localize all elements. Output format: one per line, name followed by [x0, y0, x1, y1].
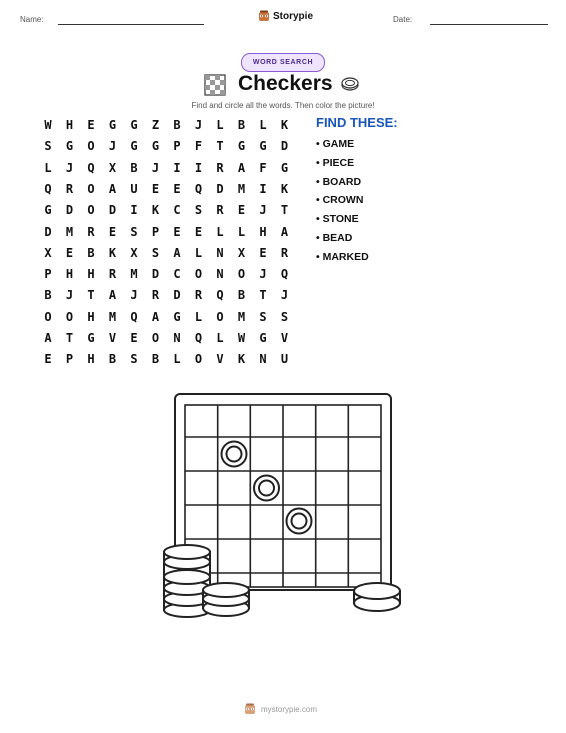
word-list-item-label: MARKED: [322, 250, 369, 263]
grid-letter: G: [259, 331, 267, 345]
grid-letter: S: [44, 139, 52, 154]
grid-letter: W: [237, 331, 246, 345]
grid-letter: I: [259, 181, 267, 196]
grid-letter: F: [259, 160, 267, 175]
grid-letter: U: [280, 352, 289, 367]
grid-letter: B: [151, 352, 160, 367]
grid-letter: G: [151, 139, 160, 154]
grid-letter: J: [65, 160, 74, 175]
grid-letter: A: [173, 245, 181, 260]
checkers-board-illustration: [155, 388, 405, 618]
grid-letter: K: [237, 352, 246, 367]
grid-letter: J: [194, 118, 203, 132]
grid-letter: I: [194, 160, 203, 175]
footer-url: mystorypie.com: [261, 704, 318, 714]
grid-letter: T: [259, 288, 267, 303]
grid-letter: G: [280, 160, 289, 175]
grid-letter: L: [237, 224, 246, 239]
grid-letter: R: [216, 160, 224, 175]
grid-letter: L: [44, 160, 52, 175]
grid-letter: J: [130, 288, 138, 303]
grid-letter: O: [87, 181, 95, 196]
grid-letter: D: [216, 181, 224, 196]
grid-letter: W: [44, 118, 52, 132]
word-list-item: • CROWN: [316, 194, 364, 207]
grid-letter: N: [173, 331, 181, 345]
word-list-item-label: STONE: [322, 213, 359, 226]
grid-letter: K: [280, 181, 289, 196]
grid-letter: L: [216, 331, 224, 345]
grid-letter: G: [87, 331, 95, 345]
grid-letter: A: [44, 331, 52, 345]
grid-letter: T: [87, 288, 95, 303]
grid-letter: J: [65, 288, 74, 303]
grid-letter: B: [108, 352, 117, 367]
grid-letter: Q: [280, 267, 289, 282]
grid-letter: O: [237, 267, 246, 282]
grid-letter: U: [130, 181, 138, 196]
worksheet-title: Checkers: [238, 72, 333, 95]
grid-letter: M: [237, 309, 246, 324]
grid-letter: B: [237, 288, 246, 303]
word-list-item: • BEAD: [316, 232, 353, 244]
grid-letter: J: [280, 288, 289, 303]
grid-letter: T: [216, 139, 224, 154]
grid-letter: G: [259, 139, 267, 154]
grid-letter: B: [237, 118, 246, 132]
grid-letter: H: [65, 118, 74, 132]
grid-letter: Z: [151, 118, 160, 132]
grid-letter: O: [87, 203, 95, 218]
grid-letter: C: [173, 203, 181, 218]
grid-letter: D: [44, 224, 52, 239]
grid-letter: P: [151, 224, 160, 239]
grid-letter: J: [259, 203, 267, 218]
grid-letter: Q: [44, 181, 52, 196]
grid-letter: L: [259, 118, 267, 132]
grid-letter: D: [65, 203, 74, 218]
grid-letter: G: [173, 309, 181, 324]
grid-letter: V: [108, 331, 117, 345]
storypie-mascot-icon: [244, 703, 256, 715]
grid-letter: P: [44, 267, 52, 282]
grid-letter: L: [216, 224, 224, 239]
grid-letter: A: [108, 181, 117, 196]
instructions: Find and circle all the words. Then color the picture!: [191, 101, 375, 110]
grid-letter: F: [194, 139, 203, 154]
grid-letter: H: [65, 267, 74, 282]
word-list-item: • PIECE: [316, 156, 355, 169]
grid-letter: K: [280, 118, 289, 132]
word-list-item-label: BOARD: [322, 175, 362, 188]
grid-letter: Q: [194, 181, 203, 196]
grid-letter: K: [108, 245, 117, 260]
grid-letter: E: [173, 224, 181, 239]
grid-letter: L: [173, 352, 181, 367]
grid-letter: G: [130, 118, 138, 132]
checker-piece-icon: [340, 76, 360, 92]
grid-letter: G: [44, 203, 52, 218]
grid-letter: J: [151, 160, 160, 175]
grid-letter: O: [65, 309, 74, 324]
date-label: Date:: [393, 15, 413, 24]
grid-letter: B: [130, 160, 138, 175]
grid-letter: M: [130, 267, 138, 282]
grid-letter: E: [65, 245, 74, 260]
grid-letter: D: [108, 203, 117, 218]
game-board-icon: [204, 74, 226, 96]
grid-letter: H: [87, 309, 95, 324]
grid-letter: T: [280, 203, 289, 218]
word-list-item-label: CROWN: [322, 194, 364, 207]
grid-letter: Q: [194, 331, 203, 345]
word-list-item: • MARKED: [316, 250, 369, 263]
grid-letter: O: [194, 352, 203, 367]
grid-letter: R: [216, 203, 224, 218]
grid-letter: E: [130, 331, 138, 345]
grid-letter: S: [130, 352, 138, 367]
grid-letter: J: [108, 139, 117, 154]
word-list-item: • STONE: [316, 213, 359, 226]
word-list-item-label: GAME: [322, 138, 355, 150]
grid-letter: P: [173, 139, 181, 154]
grid-letter: X: [237, 245, 246, 260]
grid-letter: M: [108, 309, 117, 324]
word-list-title: FIND THESE:: [316, 115, 398, 130]
grid-letter: N: [216, 267, 224, 282]
grid-letter: E: [151, 181, 160, 196]
grid-letter: I: [130, 203, 138, 218]
word-list-item: • BOARD: [316, 175, 362, 188]
grid-letter: L: [216, 118, 224, 132]
grid-letter: L: [194, 309, 203, 324]
grid-letter: D: [151, 267, 160, 282]
grid-letter: G: [237, 139, 246, 154]
word-search-badge: WORD SEARCH: [241, 53, 325, 72]
checker-single: [354, 583, 400, 611]
grid-letter: M: [65, 224, 74, 239]
grid-letter: K: [151, 203, 160, 218]
grid-letter: V: [216, 352, 224, 367]
grid-letter: S: [259, 309, 267, 324]
grid-letter: M: [237, 181, 246, 196]
grid-letter: B: [173, 118, 181, 132]
grid-letter: S: [151, 245, 160, 260]
grid-letter: R: [280, 245, 289, 260]
grid-letter: X: [108, 160, 117, 175]
grid-letter: E: [259, 245, 267, 260]
name-line: [58, 24, 204, 25]
grid-letter: E: [237, 203, 246, 218]
word-list-item-label: BEAD: [322, 232, 353, 244]
grid-letter: D: [280, 139, 289, 154]
grid-letter: G: [130, 139, 138, 154]
grid-letter: S: [280, 309, 289, 324]
grid-letter: O: [194, 267, 203, 282]
grid-letter: G: [65, 139, 74, 154]
grid-letter: O: [151, 331, 160, 345]
grid-letter: Q: [130, 309, 138, 324]
grid-letter: B: [44, 288, 52, 303]
grid-letter: E: [108, 224, 117, 239]
grid-letter: O: [87, 139, 95, 154]
grid-letter: B: [87, 245, 95, 260]
grid-letter: H: [87, 352, 95, 367]
grid-letter: H: [259, 224, 267, 239]
footer: [244, 703, 317, 715]
grid-letter: R: [151, 288, 160, 303]
grid-letter: Q: [216, 288, 224, 303]
grid-letter: C: [173, 267, 181, 282]
grid-letter: R: [194, 288, 203, 303]
grid-letter: G: [108, 118, 117, 132]
grid-letter: I: [173, 160, 181, 175]
grid-letter: P: [65, 352, 74, 367]
checker-stack-short: [203, 583, 249, 616]
grid-letter: H: [87, 267, 95, 282]
grid-letter: A: [280, 224, 289, 239]
grid-letter: V: [280, 331, 289, 345]
grid-letter: X: [44, 245, 52, 260]
grid-letter: E: [87, 118, 95, 132]
grid-letter: T: [65, 331, 74, 345]
date-line: [430, 24, 548, 25]
grid-letter: N: [216, 245, 224, 260]
grid-letter: O: [44, 309, 52, 324]
grid-letter: A: [151, 309, 160, 324]
grid-letter: A: [237, 160, 246, 175]
grid-letter: D: [173, 288, 181, 303]
grid-letter: E: [194, 224, 203, 239]
grid-letter: R: [108, 267, 117, 282]
grid-letter: R: [65, 181, 74, 196]
brand-name: Storypie: [273, 10, 314, 22]
grid-letter: S: [194, 203, 203, 218]
word-list-item-label: PIECE: [322, 156, 355, 169]
grid-letter: A: [108, 288, 117, 303]
brand-logo: [258, 10, 313, 22]
grid-letter: E: [44, 352, 52, 367]
grid-letter: R: [87, 224, 95, 239]
grid-letter: E: [173, 181, 181, 196]
grid-letter: X: [130, 245, 138, 260]
grid-letter: Q: [87, 160, 95, 175]
grid-letter: O: [216, 309, 224, 324]
storypie-mascot-icon: [258, 10, 270, 22]
name-label: Name:: [20, 15, 44, 24]
grid-letter: N: [259, 352, 267, 367]
grid-letter: S: [130, 224, 138, 239]
grid-letter: J: [259, 267, 267, 282]
grid-letter: L: [194, 245, 203, 260]
word-list-item: • GAME: [316, 138, 355, 150]
